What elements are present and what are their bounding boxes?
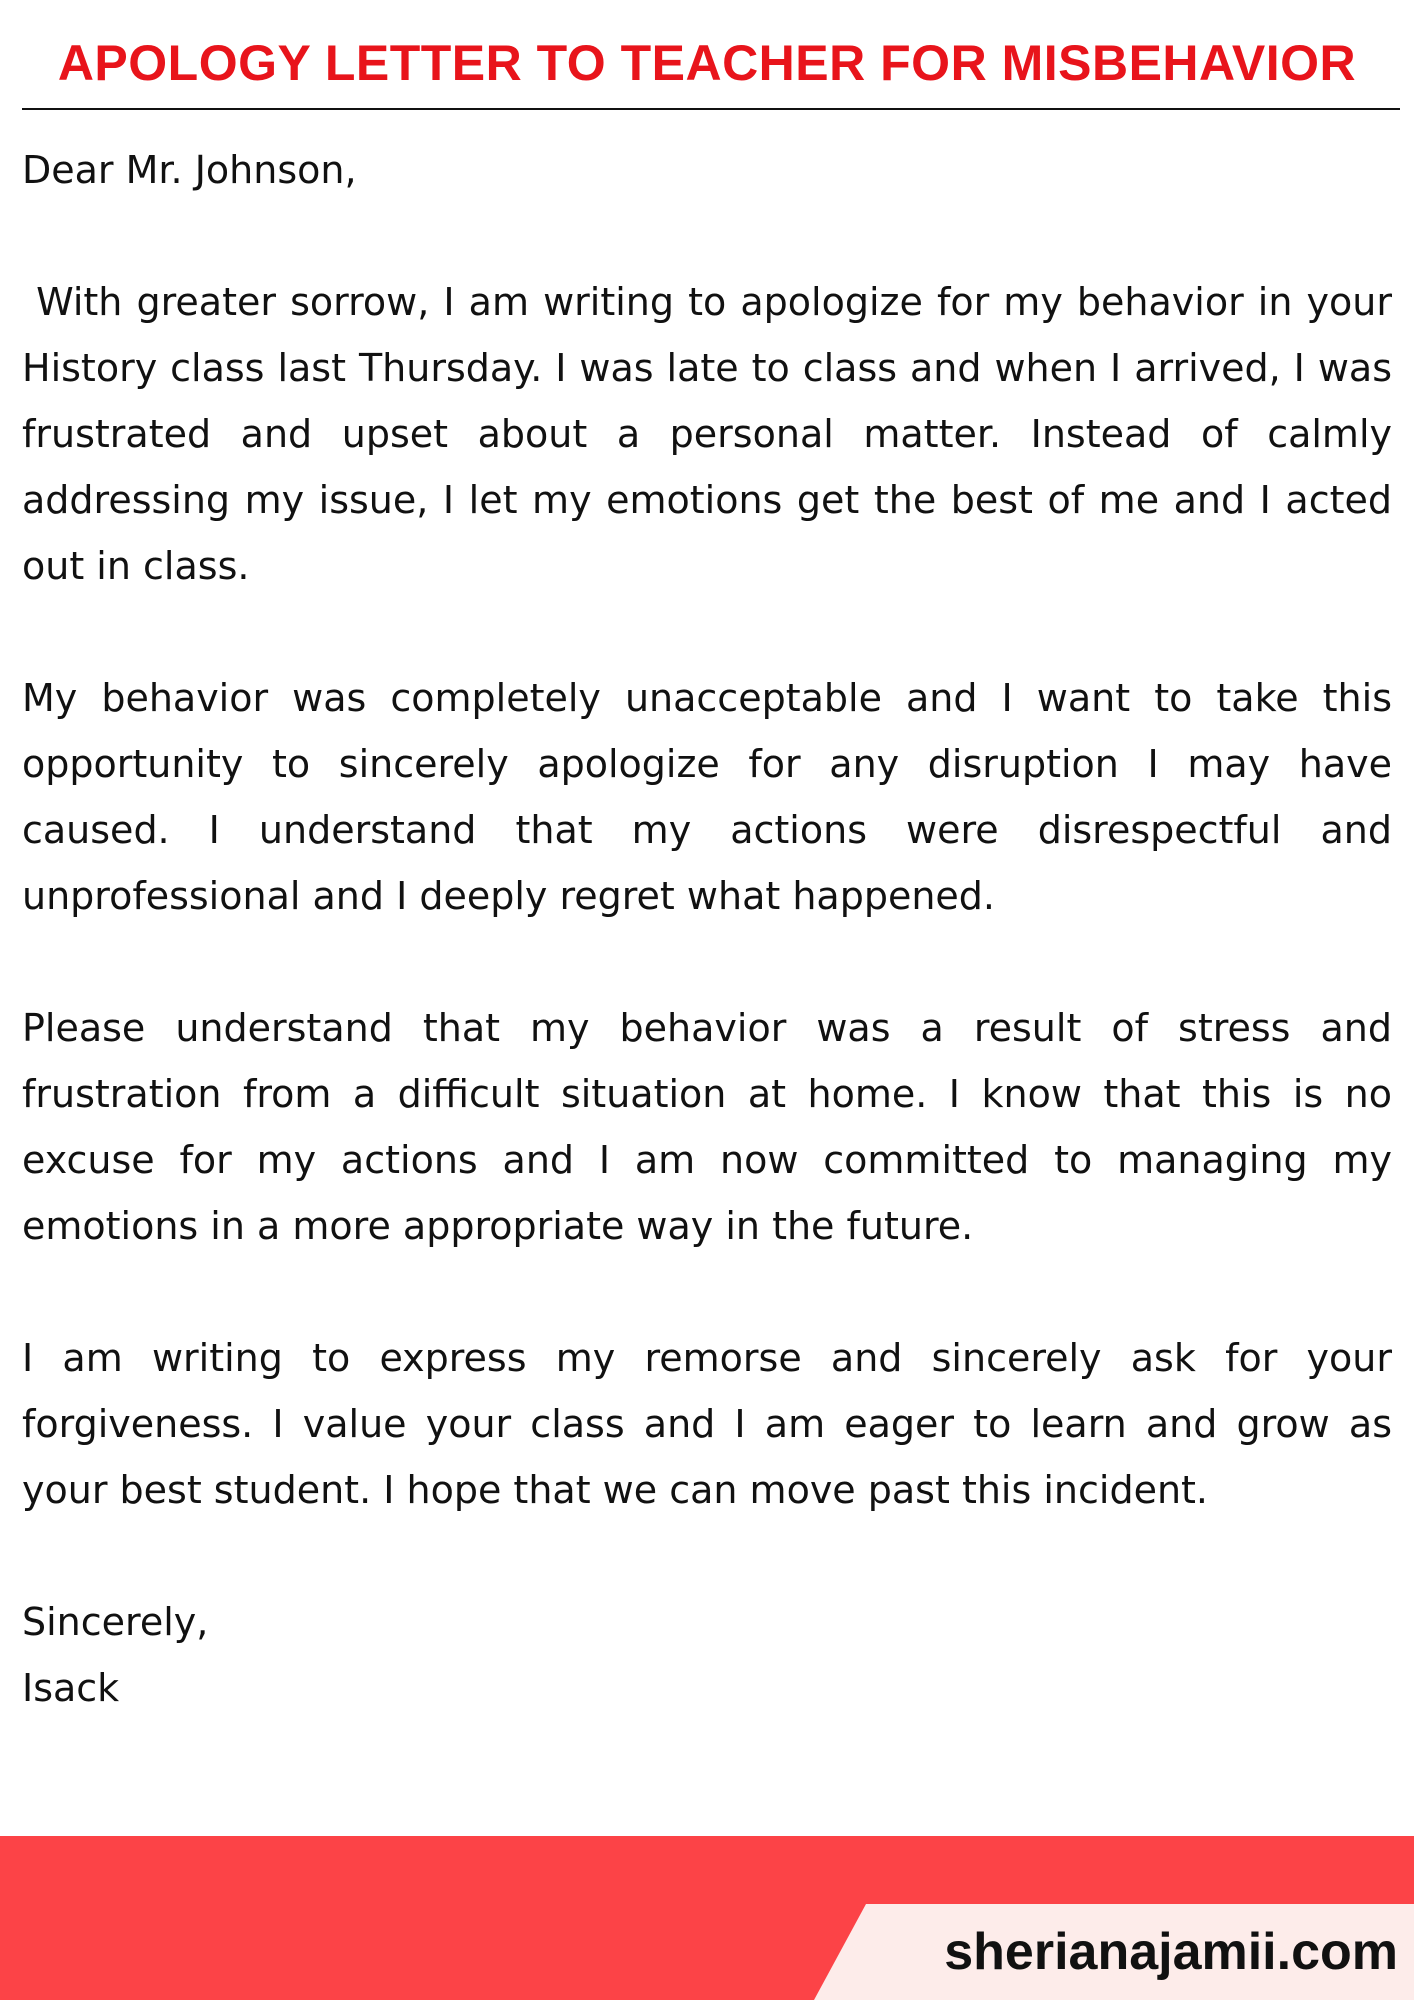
- letter-closing: Sincerely,: [22, 1600, 209, 1644]
- letter-body: [22, 137, 1405, 1721]
- letter-paragraph-4: I am writing to express my remorse and sincerely ask for your forgiveness. I value your class and I am eager to learn and grow as your best student. I hope that we can move past this incident.: [22, 1336, 1392, 1512]
- website-watermark: sherianajamii.com: [944, 1923, 1398, 1981]
- page-title: APOLOGY LETTER TO TEACHER FOR MISBEHAVIOR: [57, 35, 1357, 91]
- title-divider: [22, 108, 1400, 110]
- letter-paragraph-1: With greater sorrow, I am writing to apologize for my behavior in your History class last Thursday. I was late to class and when I arrived, I was frustrated and upset about a personal matter. Instead of calmly addressing my issue, I let my emotions get the best of me and I acted out in class.: [22, 280, 1405, 588]
- letter-signature: Isack: [22, 1666, 120, 1710]
- letter-greeting: Dear Mr. Johnson,: [22, 148, 357, 192]
- letter-paragraph-2: My behavior was completely unacceptable and I want to take this opportunity to sincerely apologize for any disruption I may have caused. I understand that my actions were disrespectful and unprofessional and I deeply regret what happened.: [22, 676, 1392, 918]
- letter-paragraph-3: Please understand that my behavior was a result of stress and frustration from a difficult situation at home. I know that this is no excuse for my actions and I am now committed to managing my emotions in a more appropriate way in the future.: [22, 1006, 1392, 1248]
